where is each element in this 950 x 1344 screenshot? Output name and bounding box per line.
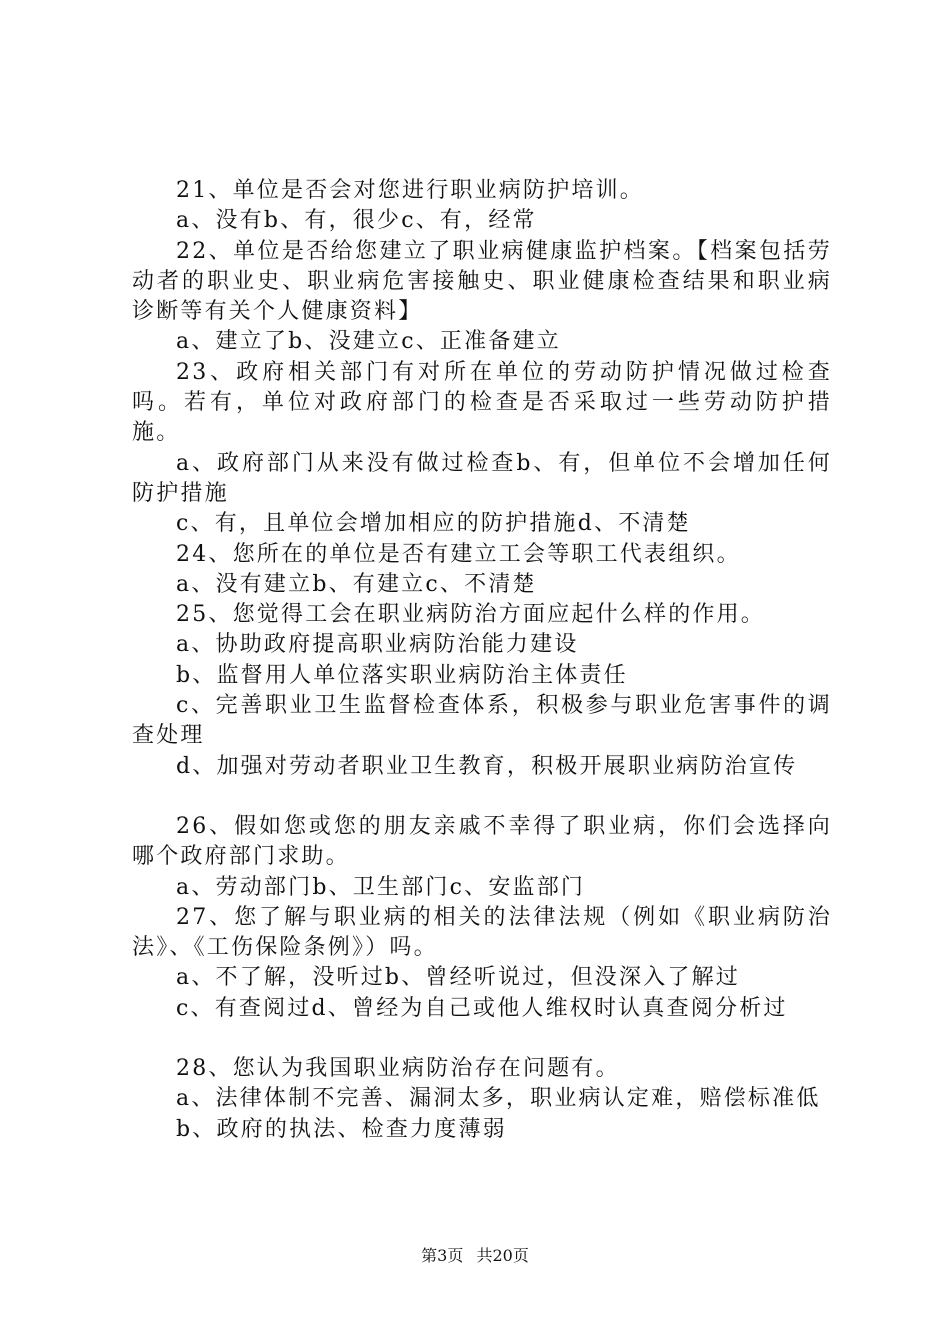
options-27-ab: a、不了解，没听过b、曾经听说过，但没深入了解过	[176, 965, 741, 991]
option-25-c: c、完善职业卫生监督检查体系，积极参与职业危害事件的调查处理	[132, 693, 832, 749]
question-28: 28、您认为我国职业病防治存在问题有。	[176, 1056, 620, 1082]
page-number: 第3页	[421, 1246, 464, 1265]
document-body	[132, 176, 832, 1145]
question-26: 26、假如您或您的朋友亲戚不幸得了职业病，你们会选择向哪个政府部门求助。	[132, 813, 832, 870]
option-25-d: d、加强对劳动者职业卫生教育，积极开展职业病防治宣传	[176, 753, 798, 779]
question-23: 23、政府相关部门有对所在单位的劳动防护情况做过检查吗。若有，单位对政府部门的检查是否采取过一些劳动防护措施。	[132, 359, 832, 446]
option-25-b: b、监督用人单位落实职业病防治主体责任	[176, 662, 628, 688]
question-22: 22、单位是否给您建立了职业病健康监护档案。【档案包括劳动者的职业史、职业病危害接触史、职业健康检查结果和职业病诊断等有关个人健康资料】	[132, 238, 832, 325]
options-22: a、建立了b、没建立c、正准备建立	[176, 329, 561, 355]
question-27: 27、您了解与职业病的相关的法律法规（例如《职业病防治法》、《工伤保险条例》）吗。	[132, 904, 832, 961]
options-27-cd: c、有查阅过d、曾经为自己或他人维权时认真查阅分析过	[176, 995, 788, 1021]
question-25: 25、您觉得工会在职业病防治方面应起什么样的作用。	[176, 602, 765, 628]
page-footer	[0, 1243, 950, 1266]
options-24: a、没有建立b、有建立c、不清楚	[176, 571, 537, 597]
option-25-a: a、协助政府提高职业病防治能力建设	[176, 632, 579, 658]
page-total: 共20页	[476, 1246, 529, 1265]
paragraph-gap	[132, 782, 832, 812]
options-21: a、没有b、有，很少c、有，经常	[176, 208, 537, 234]
options-26: a、劳动部门b、卫生部门c、安监部门	[176, 874, 586, 900]
paragraph-gap	[132, 1024, 832, 1054]
question-21: 21、单位是否会对您进行职业病防护培训。	[176, 178, 644, 203]
options-23-cd: c、有，且单位会增加相应的防护措施d、不清楚	[176, 511, 691, 537]
option-28-a: a、法律体制不完善、漏洞太多，职业病认定难，赔偿标准低	[176, 1086, 821, 1112]
options-23-ab: a、政府部门从来没有做过检查b、有，但单位不会增加任何防护措施	[132, 450, 832, 506]
question-24: 24、您所在的单位是否有建立工会等职工代表组织。	[176, 541, 741, 567]
option-28-b: b、政府的执法、检查力度薄弱	[176, 1116, 507, 1142]
